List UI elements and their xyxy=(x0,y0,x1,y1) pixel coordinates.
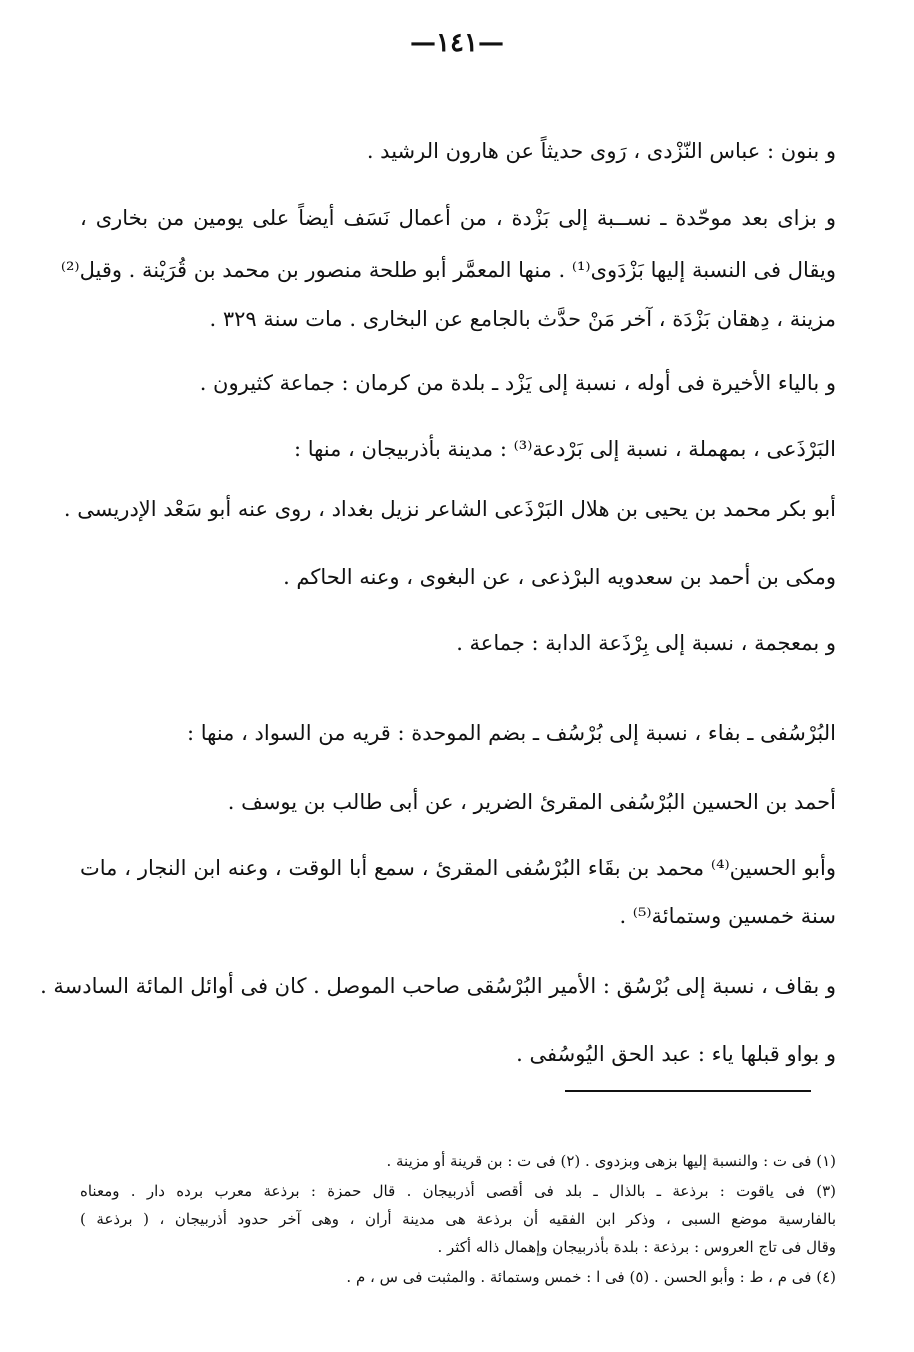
body-line-6: البَرْذَعى ، بمهملة ، نسبة إلى بَرْدعة⁽³⁾ : مدينة بأذربيجان ، منها : xyxy=(293,437,836,461)
body-line-4: مزينة ، دِهقان بَزْدَة ، آخر مَنْ حدَّث بالجامع عن البخارى . مات سنة ٣٢٩ . xyxy=(209,307,836,331)
footnote-rule xyxy=(565,1090,811,1092)
body-line-13: سنة خمسين وستمائة⁽⁵⁾ . xyxy=(619,904,836,928)
body-line-11: أحمد بن الحسين البُرْسُفى المقرئ الضرير ، عن أبى طالب بن يوسف . xyxy=(227,790,836,814)
body-line-12: وأبو الحسين⁽⁴⁾ محمد بن بقَاء البُرْسُفى المقرئ ، سمع أبا الوقت ، وعنه ابن النجار ، مات xyxy=(80,856,836,880)
footnote-line-5: (٤) فى م ، ط : وأبو الحسن . (٥) فى ا : خمس وستمائة . والمثبت فى س ، م . xyxy=(346,1268,836,1286)
page-number: —١٤١— xyxy=(410,28,504,58)
body-line-3: ويقال فى النسبة إليها بَزْدَوى⁽¹⁾ . منها المعمَّر أبو طلحة منصور بن محمد بن قُرَيْنة . وقيل⁽²⁾ xyxy=(60,258,836,282)
body-line-5: و بالياء الأخيرة فى أوله ، نسبة إلى يَزْد ـ بلدة من كرمان : جماعة كثيرون . xyxy=(199,371,836,395)
footnote-line-1: (١) فى ت : والنسبة إليها بزهى وبزدوى . (٢) فى ت : بن قرينة أو مزينة . xyxy=(386,1152,836,1170)
body-line-9: و بمعجمة ، نسبة إلى بِرْذَعة الدابة : جماعة . xyxy=(456,631,836,655)
body-line-1: و بنون : عباس النّزْدى ، رَوى حديثاً عن هارون الرشيد . xyxy=(366,139,836,163)
body-line-2: و بزاى بعد موحّدة ـ نســبة إلى بَزْدة ، من أعمال نَسَف أيضاً على يومين من بخارى ، xyxy=(80,206,836,230)
body-line-15: و بواو قبلها ياء : عبد الحق اليُوسُفى . xyxy=(516,1042,836,1066)
body-line-10: البُرْسُفى ـ بفاء ، نسبة إلى بُرْسُف ـ بضم الموحدة : قريه من السواد ، منها : xyxy=(186,721,836,745)
footnote-line-4: وقال فى تاج العروس : برذعة : بلدة بأذربيجان وإهمال ذاله أكثر . xyxy=(437,1238,836,1256)
footnote-line-3: بالفارسية موضع السبى ، وذكر ابن الفقيه أن برذعة هى مدينة أران ، وهى آخر حدود أذربيجان ، ( برذعة ) xyxy=(80,1210,836,1228)
body-line-8: ومكى بن أحمد بن سعدويه البرْذعى ، عن البغوى ، وعنه الحاكم . xyxy=(283,565,836,589)
footnote-line-2: (٣) فى ياقوت : برذعة ـ بالذال ـ بلد فى أقصى أذربيجان . قال حمزة : برذعة معرب برده دار . ومعناه xyxy=(80,1182,836,1200)
body-line-14: و بقاف ، نسبة إلى بُرْسُق : الأمير البُرْسُقى صاحب الموصل . كان فى أوائل المائة السادسة . xyxy=(40,974,836,998)
body-line-7: أبو بكر محمد بن يحيى بن هلال البَرْذَعى الشاعر نزيل بغداد ، روى عنه أبو سَعْد الإدريسى . xyxy=(63,497,836,521)
